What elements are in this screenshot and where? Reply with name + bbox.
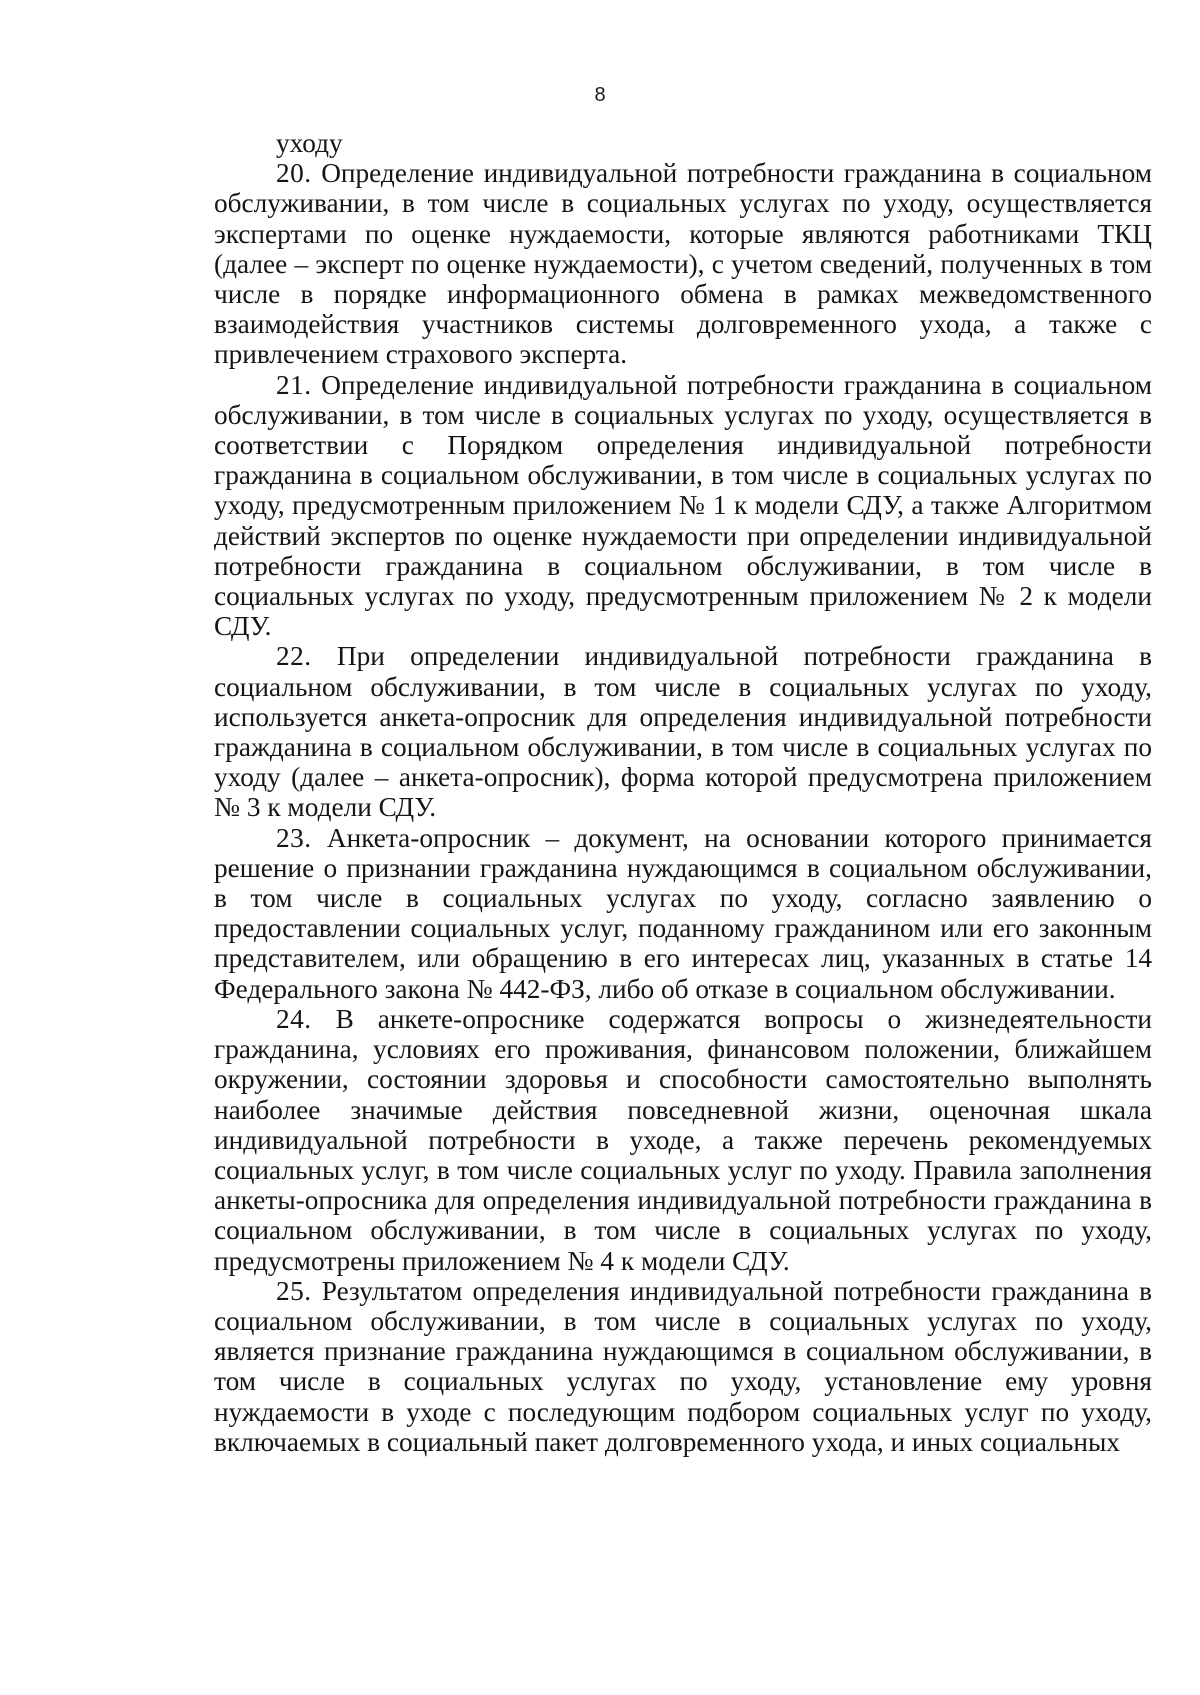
paragraph-text: В анкете-опроснике содержатся вопросы о жизнедеятельности гражданина, условиях его проживания, финансовом положении, ближайшем окружении, состоянии здоровья и способности самостоятельно выполнять наиболее значимые действия повседневной жизни, оценочная шкала индивидуальной потребности в уходе, а также перечень рекомендуемых социальных услуг, в том числе социальных услуг по уходу. Правила заполнения анкеты-опросника для определения индивидуальной потребности гражданина в социальном обслуживании, в том числе в социальных услугах по уходу, предусмотрены приложением № 4 к модели СДУ. [214, 1003, 1152, 1276]
paragraph-text: Результатом определения индивидуальной потребности гражданина в социальном обслуживании, в том числе в социальных услугах по уходу, является признание гражданина нуждающимся в социальном обслуживании, в том числе в социальных услугах по уходу, установление ему уровня нуждаемости в уходе с последующим подбором социальных услуг по уходу, включаемых в социальный пакет долговременного ухода, и иных социальных [214, 1275, 1152, 1457]
paragraph-number: 24. [276, 1003, 312, 1034]
continuation-text: уходу [276, 128, 343, 158]
paragraph-text: Определение индивидуальной потребности гражданина в социальном обслуживании, в том числе в социальных услугах по уходу, осуществляется в соответствии с Порядком определения индивидуальной потребности гражданина в социальном обслуживании, в том числе в социальных услугах по уходу, предусмотренным приложением № 1 к модели СДУ, а также Алгоритмом действий экспертов по оценке нуждаемости при определении индивидуальной потребности гражданина в социальном обслуживании, в том числе в социальных услугах по уходу, предусмотренным приложением № 2 к модели СДУ. [214, 369, 1152, 642]
paragraph-text: Анкета-опросник – документ, на основании которого принимается решение о признании гражданина нуждающимся в социальном обслуживании, в том числе в социальных услугах по уходу, согласно заявлению о предоставлении социальных услуг, поданному гражданином или его законным представителем, или обращению в его интересах лиц, указанных в статье 14 Федерального закона № 442-ФЗ, либо об отказе в социальном обслуживании. [214, 822, 1152, 1004]
paragraph-number: 22. [276, 641, 312, 672]
paragraph-25 [214, 1276, 1152, 1457]
paragraph-text: Определение индивидуальной потребности гражданина в социальном обслуживании, в том числе в социальных услугах по уходу, осуществляется экспертами по оценке нуждаемости, которые являются работниками ТКЦ (далее – эксперт по оценке нуждаемости), с учетом сведений, полученных в том числе в порядке информационного обмена в рамках межведомственного взаимодействия участников системы долговременного ухода, а также с привлечением страхового эксперта. [214, 158, 1152, 370]
paragraph-22 [214, 641, 1152, 822]
paragraph-text: При определении индивидуальной потребности гражданина в социальном обслуживании, в том числе в социальных услугах по уходу, используется анкета-опросник для определения индивидуальной потребности гражданина в социальном обслуживании, в том числе в социальных услугах по уходу (далее – анкета-опросник), форма которой предусмотрена приложением № 3 к модели СДУ. [214, 641, 1152, 823]
paragraph-number: 21. [276, 369, 312, 400]
document-body [214, 128, 1152, 1457]
paragraph-23 [214, 823, 1152, 1004]
paragraph-number: 25. [276, 1275, 312, 1306]
paragraph-20 [214, 158, 1152, 369]
paragraph-number: 23. [276, 822, 312, 853]
paragraph-24 [214, 1004, 1152, 1276]
paragraph-21 [214, 370, 1152, 642]
page-number: 8 [594, 84, 606, 106]
paragraph-number: 20. [276, 158, 312, 189]
